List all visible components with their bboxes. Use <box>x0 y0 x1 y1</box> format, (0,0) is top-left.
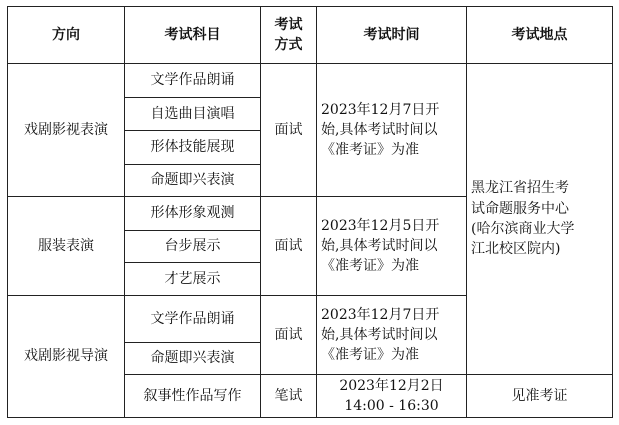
method-cell: 笔试 <box>261 375 317 418</box>
method-cell: 面试 <box>261 63 317 196</box>
subject-cell: 命题即兴表演 <box>125 342 261 375</box>
subject-cell: 形体技能展现 <box>125 131 261 165</box>
table-row <box>8 63 613 97</box>
header-subject: 考试科目 <box>125 7 261 64</box>
subject-cell: 才艺展示 <box>125 263 261 296</box>
direction-cell: 戏剧影视表演 <box>8 63 125 196</box>
method-cell: 面试 <box>261 197 317 296</box>
method-cell: 面试 <box>261 295 317 374</box>
direction-cell: 服装表演 <box>8 197 125 296</box>
direction-cell: 戏剧影视导演 <box>8 295 125 417</box>
header-place: 考试地点 <box>467 7 613 64</box>
time-cell: 2023年12月7日开 始,具体考试时间以 《准考证》为准 <box>317 63 467 196</box>
place-cell: 黑龙江省招生考 试命题服务中心 (哈尔滨商业大学 江北校区院内) <box>467 63 613 374</box>
subject-cell: 形体形象观测 <box>125 197 261 231</box>
subject-cell: 台步展示 <box>125 230 261 263</box>
header-row <box>8 7 613 64</box>
place-cell: 见准考证 <box>467 375 613 418</box>
subject-cell: 文学作品朗诵 <box>125 63 261 97</box>
time-cell: 2023年12月5日开 始,具体考试时间以 《准考证》为准 <box>317 197 467 296</box>
header-time: 考试时间 <box>317 7 467 64</box>
subject-cell: 叙事性作品写作 <box>125 375 261 418</box>
subject-cell: 文学作品朗诵 <box>125 295 261 342</box>
header-method: 考试 方式 <box>261 7 317 64</box>
time-cell: 2023年12月2日 14:00 - 16:30 <box>317 375 467 418</box>
time-cell: 2023年12月7日开 始,具体考试时间以 《准考证》为准 <box>317 295 467 374</box>
subject-cell: 命题即兴表演 <box>125 164 261 197</box>
exam-schedule-table <box>7 6 613 418</box>
subject-cell: 自选曲目演唱 <box>125 97 261 131</box>
header-direction: 方向 <box>8 7 125 64</box>
